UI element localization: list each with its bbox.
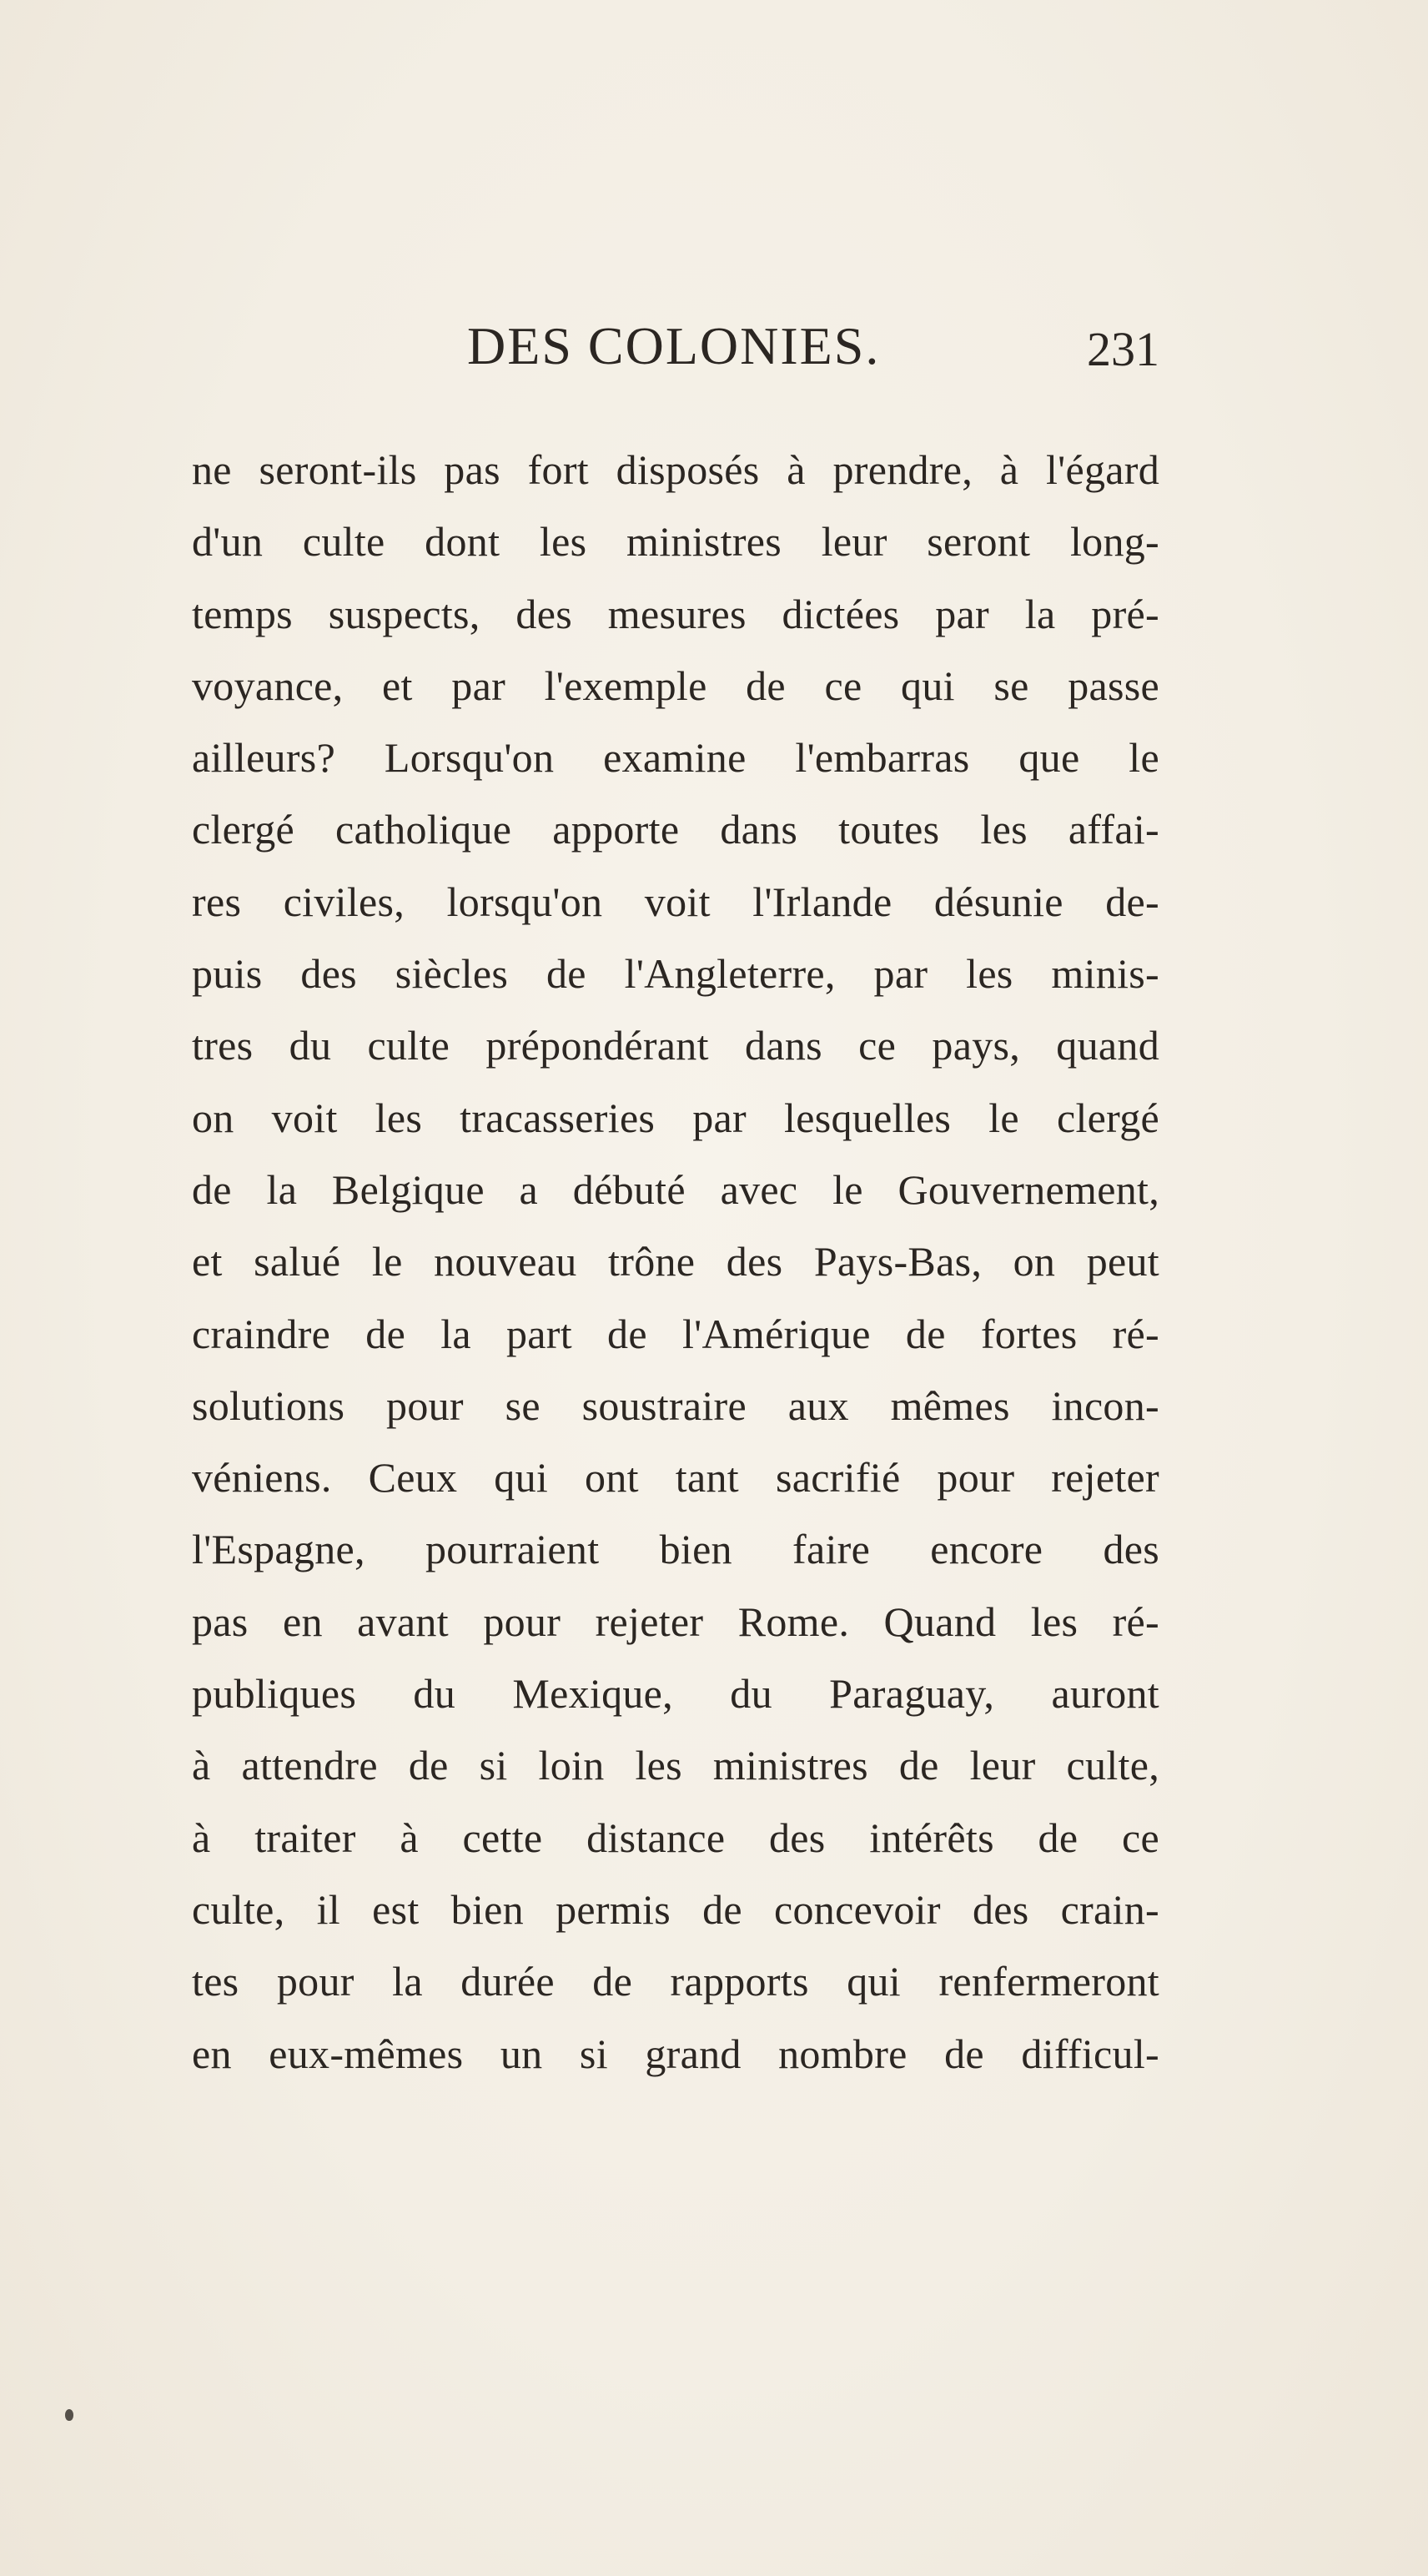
text-line: tes pour la durée de rapports qui renfermeront xyxy=(192,1958,1159,2005)
body-text xyxy=(192,434,1159,2090)
text-line: temps suspects, des mesures dictées par la pré- xyxy=(192,590,1159,637)
text-line: craindre de la part de l'Amérique de fortes ré- xyxy=(192,1310,1159,1357)
text-line: voyance, et par l'exemple de ce qui se passe xyxy=(192,662,1159,709)
text-line: l'Espagne, pourraient bien faire encore des xyxy=(192,1526,1159,1573)
text-line: à attendre de si loin les ministres de leur culte, xyxy=(192,1742,1159,1789)
running-head xyxy=(192,309,1159,384)
running-title: DES COLONIES. xyxy=(467,316,881,375)
text-line: d'un culte dont les ministres leur seront long- xyxy=(192,518,1159,566)
text-line: clergé catholique apporte dans toutes les affai- xyxy=(192,806,1159,853)
text-line: de la Belgique a débuté avec le Gouvernement, xyxy=(192,1165,1159,1213)
text-line: en eux-mêmes un si grand nombre de difficul- xyxy=(192,2030,1159,2077)
ink-speck xyxy=(65,2409,73,2421)
text-line: publiques du Mexique, du Paraguay, auront xyxy=(192,1670,1159,1718)
text-line: ailleurs? Lorsqu'on examine l'embarras que le xyxy=(192,734,1159,782)
text-line: solutions pour se soustraire aux mêmes incon- xyxy=(192,1381,1159,1429)
text-line: véniens. Ceux qui ont tant sacrifié pour rejeter xyxy=(192,1454,1159,1502)
text-line: res civiles, lorsqu'on voit l'Irlande désunie de- xyxy=(192,878,1159,925)
text-line: on voit les tracasseries par lesquelles le clergé xyxy=(192,1094,1159,1141)
text-line: et salué le nouveau trône des Pays-Bas, on peut xyxy=(192,1238,1159,1285)
text-line: pas en avant pour rejeter Rome. Quand les ré- xyxy=(192,1597,1159,1645)
text-line: à traiter à cette distance des intérêts de ce xyxy=(192,1814,1159,1861)
text-line: tres du culte prépondérant dans ce pays, quand xyxy=(192,1022,1159,1069)
page-number: 231 xyxy=(1087,322,1159,376)
text-line: culte, il est bien permis de concevoir des crain- xyxy=(192,1885,1159,1933)
text-line: puis des siècles de l'Angleterre, par les minis- xyxy=(192,950,1159,998)
text-line: ne seront-ils pas fort disposés à prendre, à l'égard xyxy=(192,446,1159,493)
